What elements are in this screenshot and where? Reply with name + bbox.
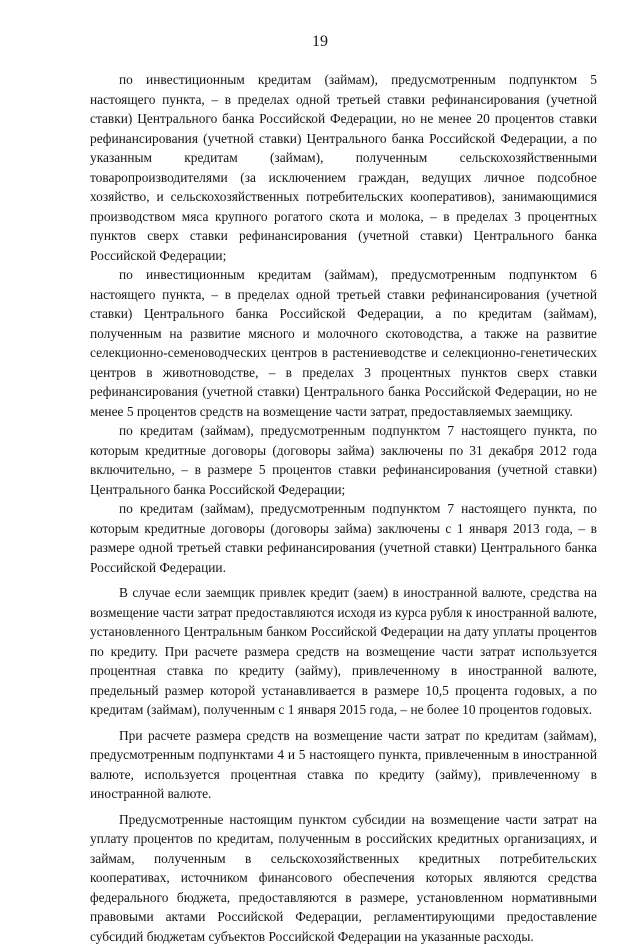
paragraph-loans-subpoint-7-from-2013: по кредитам (займам), предусмотренным подпунктом 7 настоящего пункта, по которым кредитные договоры (договоры займа) заключены с 1 января 2013 года, – в размере одной третьей ставки рефинансирования (учетной ставки) Центрального банка Российской Федерации. [90,499,597,577]
paragraph-foreign-currency-interest-rate: При расчете размера средств на возмещение части затрат по кредитам (займам), предусмотренным подпунктами 4 и 5 настоящего пункта, привлеченным в иностранной валюте, используется процентная ставка по кредиту (займу), привлеченному в иностранной валюте. [90,726,597,804]
paragraph-investment-loans-subpoint-5: по инвестиционным кредитам (займам), предусмотренным подпунктом 5 настоящего пункта, – в пределах одной третьей ставки рефинансирования (учетной ставки) Центрального банка Российской Федерации, но не менее 20 процентов ставки рефинансирования (учетной ставки) Центрального банка Российской Федерации, а по указанным кредитам (займам), полученным сельскохозяйственными товаропроизводителями (за исключением граждан, ведущих личное подсобное хозяйство, и сельскохозяйственных потребительских кооперативов), занимающимися производством мяса крупного рогатого скота и молока, – в пределах 3 процентных пунктов сверх ставки рефинансирования (учетной ставки) Центрального банка Российской Федерации; [90,70,597,265]
page-number: 19 [0,32,640,52]
paragraph-loans-subpoint-7-until-2012: по кредитам (займам), предусмотренным подпунктом 7 настоящего пункта, по которым кредитные договоры (договоры займа) заключены по 31 декабря 2012 года включительно, – в размере 5 процентов ставки рефинансирования (учетной ставки) Центрального банка Российской Федерации; [90,421,597,499]
paragraph-investment-loans-subpoint-6: по инвестиционным кредитам (займам), предусмотренным подпунктом 6 настоящего пункта, – в пределах одной третьей ставки рефинансирования (учетной ставки) Центрального банка Российской Федерации, а по кредитам (займам), полученным на развитие мясного и молочного скотоводства, а также на развитие селекционно-семеноводческих центров в растениеводстве и селекционно-генетических центров в животноводстве, – в пределах 3 процентных пунктов сверх ставки рефинансирования (учетной ставки) Центрального банка Российской Федерации, но не менее 5 процентов средств на возмещение части затрат, предоставляемых заемщику. [90,265,597,421]
paragraph-federal-budget-subsidies: Предусмотренные настоящим пунктом субсидии на возмещение части затрат на уплату процентов по кредитам, полученным в российских кредитных организациях, и займам, полученным в сельскохозяйственных кредитных потребительских кооперативах, источником финансового обеспечения которых являются средства федерального бюджета, предоставляются в размере, установленном нормативными правовыми актами Российской Федерации, регламентирующими предоставление субсидий бюджетам субъектов Российской Федерации на указанные расходы. [90,810,597,946]
paragraph-foreign-currency-loans: В случае если заемщик привлек кредит (заем) в иностранной валюте, средства на возмещение части затрат предоставляются исходя из курса рубля к иностранной валюте, установленного Центральным банком Российской Федерации на дату уплаты процентов по кредиту. При расчете размера средств на возмещение части затрат используется процентная ставка по кредиту (займу), привлеченному в иностранной валюте, предельный размер которой устанавливается в размере 10,5 процента годовых, а по кредитам (займам), полученным с 1 января 2015 года, – не более 10 процентов годовых. [90,583,597,720]
document-body [90,70,597,946]
